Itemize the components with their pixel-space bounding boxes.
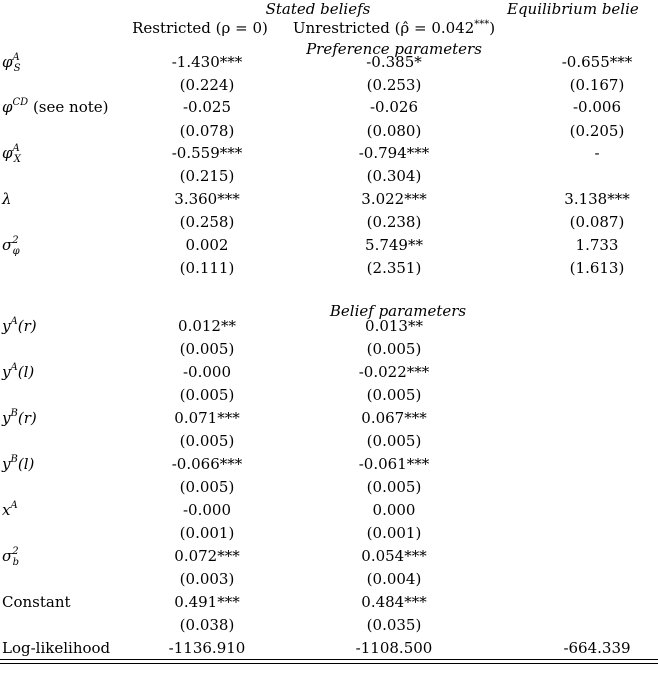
row-label-superscript: A bbox=[12, 52, 20, 63]
row-label-symbol: φ bbox=[2, 144, 13, 162]
unrestricted-value: (0.238) bbox=[366, 213, 422, 231]
restricted-value: -0.000 bbox=[182, 501, 232, 519]
header-unrestricted-rho: ρ̂ = 0.042 bbox=[400, 19, 475, 37]
restricted-value: -1136.910 bbox=[168, 639, 246, 657]
row-label-symbol: y bbox=[2, 409, 11, 427]
restricted-value: (0.258) bbox=[179, 213, 235, 231]
unrestricted-value: 0.484*** bbox=[361, 593, 427, 611]
row-label-superscript: B bbox=[10, 408, 18, 419]
restricted-value: (0.215) bbox=[179, 167, 235, 185]
row-label-text: Constant bbox=[2, 593, 71, 611]
row-label-symbol: φ bbox=[2, 98, 13, 116]
restricted-value: (0.005) bbox=[179, 432, 235, 450]
restricted-value: (0.003) bbox=[179, 570, 235, 588]
row-label-superscript: A bbox=[10, 500, 18, 511]
equilibrium-value: (0.205) bbox=[569, 122, 625, 140]
row-label bbox=[2, 316, 37, 335]
header-unrestricted bbox=[293, 21, 495, 36]
row-label bbox=[2, 641, 110, 656]
unrestricted-value: 3.022*** bbox=[361, 190, 427, 208]
restricted-value: 0.491*** bbox=[174, 593, 240, 611]
row-label-symbol: y bbox=[2, 363, 11, 381]
row-label-symbol: x bbox=[2, 501, 11, 519]
unrestricted-value: (0.005) bbox=[366, 386, 422, 404]
restricted-value: (0.038) bbox=[179, 616, 235, 634]
equilibrium-value: -0.655*** bbox=[561, 53, 633, 71]
row-label-superscript: B bbox=[10, 454, 18, 465]
restricted-value: 0.072*** bbox=[174, 547, 240, 565]
row-label bbox=[2, 595, 71, 610]
row-label-symbol: y bbox=[2, 455, 11, 473]
row-label bbox=[2, 546, 20, 568]
unrestricted-value: (0.304) bbox=[366, 167, 422, 185]
unrestricted-value: -0.022*** bbox=[358, 363, 430, 381]
unrestricted-value: 0.013** bbox=[365, 317, 423, 335]
restricted-value: -0.066*** bbox=[171, 455, 243, 473]
row-label-note: (see note) bbox=[28, 98, 109, 116]
restricted-value: 0.012** bbox=[178, 317, 236, 335]
row-label-symbol: λ bbox=[2, 190, 12, 208]
unrestricted-value: 0.000 bbox=[372, 501, 416, 519]
header-unrestricted-stars: *** bbox=[474, 19, 490, 30]
restricted-value: (0.005) bbox=[179, 386, 235, 404]
equilibrium-value: - bbox=[594, 144, 600, 162]
row-label-subscript: X bbox=[13, 154, 21, 165]
unrestricted-value: (0.005) bbox=[366, 478, 422, 496]
row-label bbox=[2, 454, 35, 473]
restricted-value: 0.071*** bbox=[174, 409, 240, 427]
restricted-value: -0.025 bbox=[182, 98, 232, 116]
unrestricted-value: -1108.500 bbox=[355, 639, 433, 657]
row-label bbox=[2, 52, 21, 74]
row-label-superscript: 2 bbox=[12, 546, 19, 557]
row-label-superscript: A bbox=[10, 316, 18, 327]
unrestricted-value: (0.253) bbox=[366, 76, 422, 94]
equilibrium-value: 1.733 bbox=[575, 236, 619, 254]
row-label-argument: (r) bbox=[17, 409, 37, 427]
section-preference-parameters: Preference parameters bbox=[306, 40, 482, 58]
unrestricted-value: (0.005) bbox=[366, 432, 422, 450]
equilibrium-value: (1.613) bbox=[569, 259, 625, 277]
header-unrestricted-suffix: ) bbox=[489, 19, 496, 37]
restricted-value: (0.111) bbox=[179, 259, 235, 277]
row-label-symbol: σ bbox=[2, 547, 13, 565]
unrestricted-value: 5.749** bbox=[365, 236, 423, 254]
equilibrium-value: -0.006 bbox=[572, 98, 622, 116]
row-label-superscript: A bbox=[12, 143, 20, 154]
row-label-subscript: b bbox=[12, 557, 20, 568]
row-label-argument: (l) bbox=[17, 455, 35, 473]
unrestricted-value: (2.351) bbox=[366, 259, 422, 277]
row-label-superscript: CD bbox=[12, 97, 29, 108]
row-label bbox=[2, 362, 35, 381]
bottom-rule-2 bbox=[0, 663, 658, 664]
row-label bbox=[2, 235, 20, 257]
equilibrium-value: (0.087) bbox=[569, 213, 625, 231]
row-label bbox=[2, 192, 12, 207]
unrestricted-value: -0.794*** bbox=[358, 144, 430, 162]
restricted-value: (0.224) bbox=[179, 76, 235, 94]
row-label-text: Log-likelihood bbox=[2, 639, 111, 657]
bottom-rule-1 bbox=[0, 659, 658, 660]
row-label bbox=[2, 500, 18, 519]
restricted-value: 0.002 bbox=[185, 236, 229, 254]
unrestricted-value: -0.026 bbox=[369, 98, 419, 116]
header-stated-beliefs: Stated beliefs bbox=[265, 0, 371, 18]
restricted-value: (0.001) bbox=[179, 524, 235, 542]
restricted-value: -1.430*** bbox=[171, 53, 243, 71]
unrestricted-value: 0.054*** bbox=[361, 547, 427, 565]
row-label-argument: (l) bbox=[17, 363, 35, 381]
row-label-argument: (r) bbox=[17, 317, 37, 335]
equilibrium-value: (0.167) bbox=[569, 76, 625, 94]
row-label-symbol: y bbox=[2, 317, 11, 335]
unrestricted-value: (0.005) bbox=[366, 340, 422, 358]
unrestricted-value: (0.035) bbox=[366, 616, 422, 634]
row-label bbox=[2, 97, 109, 116]
unrestricted-value: (0.080) bbox=[366, 122, 422, 140]
restricted-value: 3.360*** bbox=[174, 190, 240, 208]
unrestricted-value: 0.067*** bbox=[361, 409, 427, 427]
restricted-value: -0.559*** bbox=[171, 144, 243, 162]
header-equilibrium-beliefs: Equilibrium belie bbox=[507, 0, 639, 18]
unrestricted-value: (0.004) bbox=[366, 570, 422, 588]
unrestricted-value: -0.061*** bbox=[358, 455, 430, 473]
row-label-symbol: φ bbox=[2, 53, 13, 71]
header-unrestricted-prefix: Unrestricted ( bbox=[292, 19, 401, 37]
restricted-value: (0.078) bbox=[179, 122, 235, 140]
row-label-symbol: σ bbox=[2, 236, 13, 254]
unrestricted-value: (0.001) bbox=[366, 524, 422, 542]
equilibrium-value: -664.339 bbox=[563, 639, 631, 657]
row-label bbox=[2, 408, 37, 427]
header-restricted: Restricted (ρ = 0) bbox=[132, 19, 268, 37]
row-label-superscript: 2 bbox=[12, 235, 19, 246]
equilibrium-value: 3.138*** bbox=[564, 190, 630, 208]
row-label-subscript: S bbox=[13, 63, 21, 74]
row-label-superscript: A bbox=[10, 362, 18, 373]
restricted-value: -0.000 bbox=[182, 363, 232, 381]
restricted-value: (0.005) bbox=[179, 340, 235, 358]
unrestricted-value: -0.385* bbox=[366, 53, 422, 71]
section-belief-parameters: Belief parameters bbox=[329, 302, 467, 320]
restricted-value: (0.005) bbox=[179, 478, 235, 496]
row-label-subscript: φ bbox=[12, 246, 20, 257]
row-label bbox=[2, 143, 21, 165]
